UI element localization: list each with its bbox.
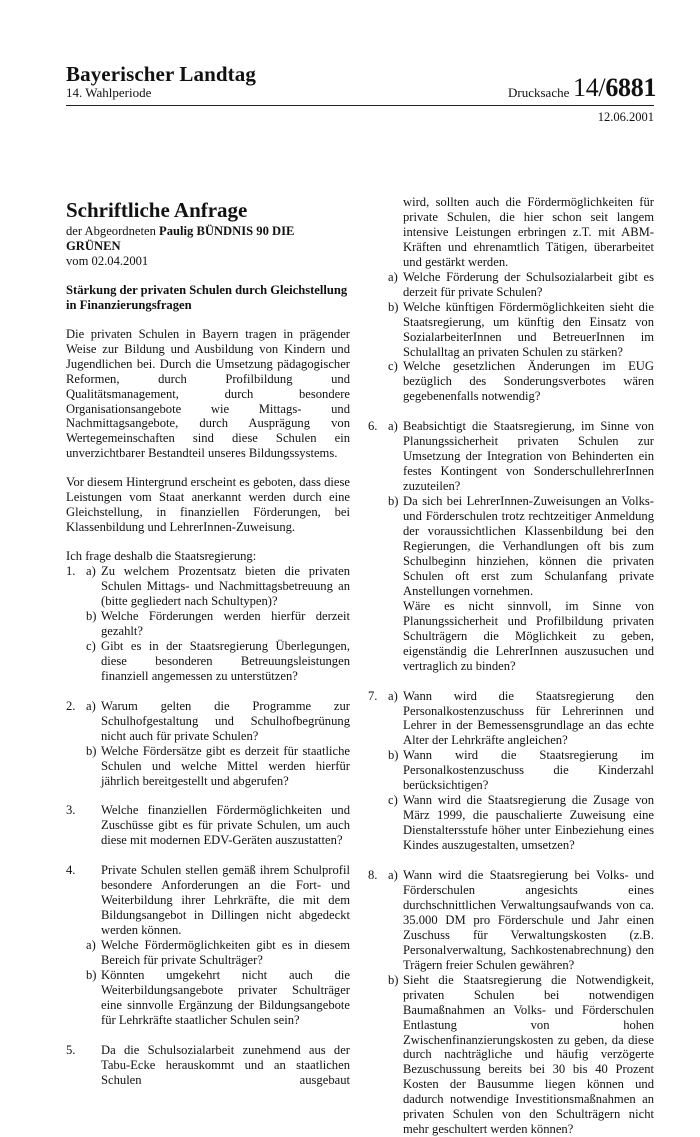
drucksache-label: Drucksache: [508, 85, 570, 100]
author-line: [66, 224, 350, 254]
question-text: Gibt es in der Staatsregierung Überlegungen, diese besonderen Betreuungsleistungen finanziell angemessen zu unterstützen?: [101, 638, 350, 683]
question-text: Zu welchem Prozentsatz bieten die privaten Schulen Mittags- und Nachmittagsbetreuung an (bitte gegliedert nach Schultypen)?: [101, 564, 350, 609]
author-name: Paulig BÜNDNIS 90 DIE GRÜNEN: [66, 224, 295, 253]
subject-heading: Stärkung der privaten Schulen durch Gleichstellung in Finanzierungsfragen: [66, 282, 348, 312]
question-number: 8.: [368, 868, 378, 883]
sub-label: c): [388, 359, 398, 374]
sub-label: a): [388, 868, 398, 883]
question-number: 6.: [368, 419, 378, 434]
question-8: [368, 868, 654, 1137]
author-prefix: der Abgeordneten: [66, 224, 160, 238]
question-text: Könnten umgekehrt nicht auch die Weiterbildungsangebote privater Schulträger eine sinnvolle Ergänzung der Bildungsangebote für Lehrkräfte staatlicher Schulen sein?: [101, 967, 350, 1027]
question-text: Wann wird die Staatsregierung den Personalkostenzuschuss für Lehrerinnen und Lehrer in der Bemessensgrundlage an das echte Alter der Lehrkräfte angleichen?: [403, 688, 654, 748]
sub-label: c): [86, 638, 96, 653]
question-text: Beabsichtigt die Staatsregierung, im Sinne von Planungssicherheit privaten Schulen zur Umsetzung der Integration von Behinderten ein festes Kontingent von SonderschullehrerInnen zuzuteilen?: [403, 419, 654, 494]
sub-label: c): [388, 793, 398, 808]
sub-label: a): [86, 564, 96, 579]
document-heading: Schriftliche Anfrage: [66, 198, 248, 222]
question-2: [66, 699, 350, 789]
sub-label: b): [388, 748, 399, 763]
left-column: [66, 196, 350, 1088]
question-text: Private Schulen stellen gemäß ihrem Schulprofil besondere Anforderungen an die Fort- und Weiterbildung ihrer Lehrkräfte, die mit dem Bildungsangebot in Dillingen nicht abgedeckt werden können.: [101, 863, 350, 938]
sub-label: b): [388, 972, 399, 987]
question-text: Wäre es nicht sinnvoll, im Sinne von Planungssicherheit und Profilbildung privaten Schulträgern die Möglichkeit zu geben, eigenständig die LehrerInnen auszusuchen und vertraglich zu binden?: [403, 598, 654, 673]
intro-paragraph-1: Die privaten Schulen in Bayern tragen in prägender Weise zur Bildung und Ausbildung von Kindern und Jugendlichen bei. Durch die Umsetzung pädagogischer Reformen, durch Profilbildung und Qualitätsmanagement, durch besondere Organisationsangebote wie Mittags- und Nachmittagsangebote, durch Ausprägung von Wertegemeinschaften sind diese Schulen ein unverzichtbarer Bestandteil unseres Bildungssystems.: [66, 326, 350, 461]
sub-label: a): [388, 269, 398, 284]
sub-label: a): [388, 419, 398, 434]
question-text: Wann wird die Staatsregierung im Personalkostenzuschuss die Kinderzahl berücksichtigen?: [403, 748, 654, 793]
question-number: 1.: [66, 564, 76, 579]
question-text: Welche künftigen Fördermöglichkeiten sieht die Staatsregierung, um künftig den Einsatz von SozialarbeiterInnen und BetreuerInnen im Schulalltag an privaten Schulen zu stärken?: [403, 299, 654, 359]
question-text: wird, sollten auch die Fördermöglichkeiten für private Schulen, die hier schon seit langem intensive Leistungen erbringen z.T. mit ABM-Kräften und ehrenamtlich Tätigen, überarbeitet und gestärkt werden.: [403, 195, 654, 269]
sub-label: b): [388, 494, 399, 509]
question-1: [66, 564, 350, 684]
drucksache-number-prefix: 14/: [573, 73, 606, 102]
question-5-continued: [368, 195, 654, 404]
drucksache-number-main: 6881: [605, 73, 657, 102]
question-text: Wann wird die Staatsregierung bei Volks- und Förderschulen angesichts eines durchschnittlichen Verwaltungsaufwands von ca. 35.000 DM pro Förderschule und Jahr einen Zuschuss für Verwaltungskosten (z.B. Personalverwaltung, Sachkostenabrechnung) den Trägern freier Schulen gewähren?: [403, 868, 654, 972]
question-text: Wann wird die Staatsregierung die Zusage von März 1999, die pauschalierte Zuweisung eine Dienstaltersstufe höher unter Einbeziehung eines Kindes auszugestalten, umsetzen?: [403, 793, 654, 853]
document-date: 12.06.2001: [597, 110, 654, 124]
drucksache-number: [573, 73, 656, 103]
question-text: Welche Fördermöglichkeiten gibt es in diesem Bereich für private Schulträger?: [101, 938, 350, 968]
question-number: 2.: [66, 698, 76, 713]
header-divider: [66, 105, 654, 106]
sub-label: b): [86, 608, 97, 623]
question-number: 5.: [66, 1042, 76, 1057]
question-text: Welche gesetzlichen Änderungen im EUG bezüglich des Sonderungsverbotes wären gegebenenfalls notwendig?: [403, 359, 654, 404]
parliament-title: Bayerischer Landtag: [66, 62, 256, 86]
question-text: Welche finanziellen Fördermöglichkeiten und Zuschüsse gibt es für private Schulen, um auch diese mit modernen EDV-Geräten auszustatten?: [101, 803, 350, 848]
sub-label: b): [86, 743, 97, 758]
question-7: [368, 689, 654, 853]
sub-label: b): [86, 967, 97, 982]
question-text: Da sich bei LehrerInnen-Zuweisungen an Volks- und Förderschulen trotz rechtzeitiger Anmeldung der voraussichtlichen Klassenbildung bei den Regierungen, die Verhandlungen oft bis zum Schulbeginn hinziehen, können die privaten Schulen oft erst zum Schulanfang private Anstellungen vornehmen.: [403, 494, 654, 598]
date-line: vom 02.04.2001: [66, 253, 149, 268]
intro-paragraph-2: Vor diesem Hintergrund erscheint es geboten, dass diese Leistungen vom Staat anerkannt werden durch eine Gleichstellung, in finanziellen Förderungen, bei Klassenbildung und LehrerInnen-Zuweisung.: [66, 475, 350, 535]
question-text: Welche Fördersätze gibt es derzeit für staatliche Schulen und welche Mittel werden hierfür jährlich bereitgestellt und abgerufen?: [101, 743, 350, 788]
question-number: 7.: [368, 688, 378, 703]
sub-label: b): [388, 299, 399, 314]
question-number: 3.: [66, 803, 76, 818]
question-text: Welche Förderung der Schulsozialarbeit gibt es derzeit für private Schulen?: [403, 269, 654, 299]
question-number: 4.: [66, 863, 76, 878]
sub-label: a): [86, 938, 96, 953]
legislative-period: 14. Wahlperiode: [66, 85, 152, 100]
sub-label: a): [86, 698, 96, 713]
question-5-start: [66, 1043, 350, 1088]
right-column: [368, 195, 654, 1137]
ask-line: Ich frage deshalb die Staatsregierung:: [66, 549, 257, 564]
question-4: [66, 863, 350, 1027]
question-6: [368, 419, 654, 673]
question-3: [66, 803, 350, 848]
question-text: Warum gelten die Programme zur Schulhofgestaltung und Schulhofbegrünung nicht auch für private Schulen?: [101, 698, 350, 743]
question-text: Sieht die Staatsregierung die Notwendigkeit, privaten Schulen bei notwendigen Baumaßnahmen an Volks- und Förderschulen Entlastung von hohen Zwischenfinanzierungskosten zu geben, da diese durch nachträgliche und häufig verzögerte Bezuschussung bereits bei 30 bis 40 Prozent Kosten der Bausumme liegen können und dadurch notwendige Investitionsmaßnahmen an privaten Schulen von den Schulträgern nicht mehr geschultert werden können?: [403, 972, 654, 1137]
question-text: Welche Förderungen werden hierfür derzeit gezahlt?: [101, 608, 350, 638]
question-text: Da die Schulsozialarbeit zunehmend aus der Tabu-Ecke herauskommt und an staatlichen Schulen ausgebaut: [101, 1042, 350, 1087]
sub-label: a): [388, 688, 398, 703]
